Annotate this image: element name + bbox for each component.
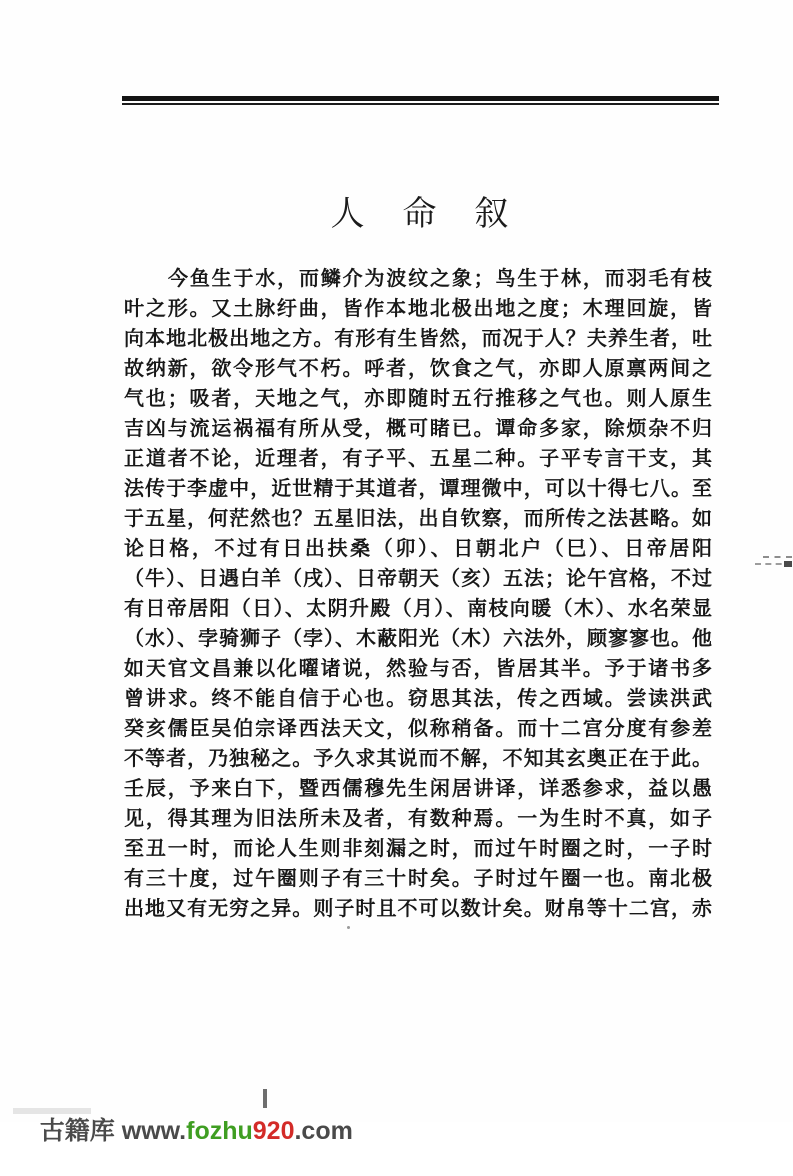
text-line: 叶之形。又土脉纡曲，皆作本地北极出地之度；木理回旋，皆: [124, 298, 712, 320]
text-line: 法传于李虚中，近世精于其道者，谭理微中，可以十得七八。至: [124, 478, 712, 500]
text-line: 正道者不论，近理者，有子平、五星二种。子平专言干支，其: [124, 448, 712, 470]
text-line: 至丑一时，而论人生则非刻漏之时，而过午时圈之时，一子时: [124, 838, 712, 860]
scan-artifact-blob: [784, 561, 792, 567]
watermark-url-green: fozhu: [186, 1117, 253, 1145]
watermark-site-name: 古籍库: [39, 1117, 115, 1145]
text-line: 气也；吸者，天地之气，亦即随时五行推移之气也。则人原生: [124, 388, 712, 410]
body-text: [124, 264, 712, 924]
text-line: 有日帝居阳（日）、太阴升殿（月）、南枝向暖（木）、水名荣显: [124, 598, 712, 620]
text-line: 今鱼生于水，而鳞介为波纹之象；鸟生于林，而羽毛有枝: [168, 268, 712, 290]
text-line: （水）、孛骑狮子（孛）、木蔽阳光（木）六法外，顾寥寥也。他: [124, 628, 712, 650]
watermark: [12, 1082, 353, 1176]
watermark-clipped-glyph: [263, 1089, 267, 1108]
page-title: 人 命 叙: [330, 196, 511, 233]
text-line: 于五星，何茫然也？五星旧法，出自钦察，而所传之法甚略。如: [124, 508, 712, 530]
text-line: 出地又有无穷之异。则子时且不可以数计矣。财帛等十二宫，赤: [124, 898, 712, 920]
scan-artifact-dash: [763, 556, 792, 558]
header-double-rule: [122, 96, 719, 105]
text-line: 见，得其理为旧法所未及者，有数种焉。一为生时不真，如子: [124, 808, 712, 830]
text-line: 如天官文昌兼以化曜诸说，然验与否，皆居其半。予于诸书多: [124, 658, 712, 680]
text-line: 曾讲求。终不能自信于心也。窃思其法，传之西域。尝读洪武: [124, 688, 712, 710]
text-line: 吉凶与流运祸福有所从受，概可睹已。谭命多家，除烦杂不归: [124, 418, 712, 440]
text-line: 壬辰，予来白下，暨西儒穆先生闲居讲译，详悉参求，益以愚: [124, 778, 712, 800]
text-line: 有三十度，过午圈则子有三十时矣。子时过午圈一也。南北极: [124, 868, 712, 890]
text-line: 向本地北极出地之方。有形有生皆然，而况于人？夫养生者，吐: [124, 328, 712, 350]
text-line: 论日格，不过有日出扶桑（卯）、日朝北户（巳）、日帝居阳: [124, 538, 712, 560]
text-line: （牛）、日遇白羊（戌）、日帝朝天（亥）五法；论午宫格，不过: [124, 568, 712, 590]
watermark-url-www: www.: [114, 1117, 187, 1145]
text-line: 故纳新，欲令形气不朽。呼者，饮食之气，亦即人原禀两间之: [124, 358, 712, 380]
text-line: 不等者，乃独秘之。予久求其说而不解，不知其玄奥正在于此。: [124, 748, 712, 770]
scan-artifact-speck: [347, 926, 350, 929]
watermark-url-suffix: .com: [294, 1117, 353, 1145]
text-line: 癸亥儒臣吴伯宗译西法天文，似称稍备。而十二宫分度有参差: [124, 718, 712, 740]
watermark-url-red: 920: [252, 1117, 295, 1145]
